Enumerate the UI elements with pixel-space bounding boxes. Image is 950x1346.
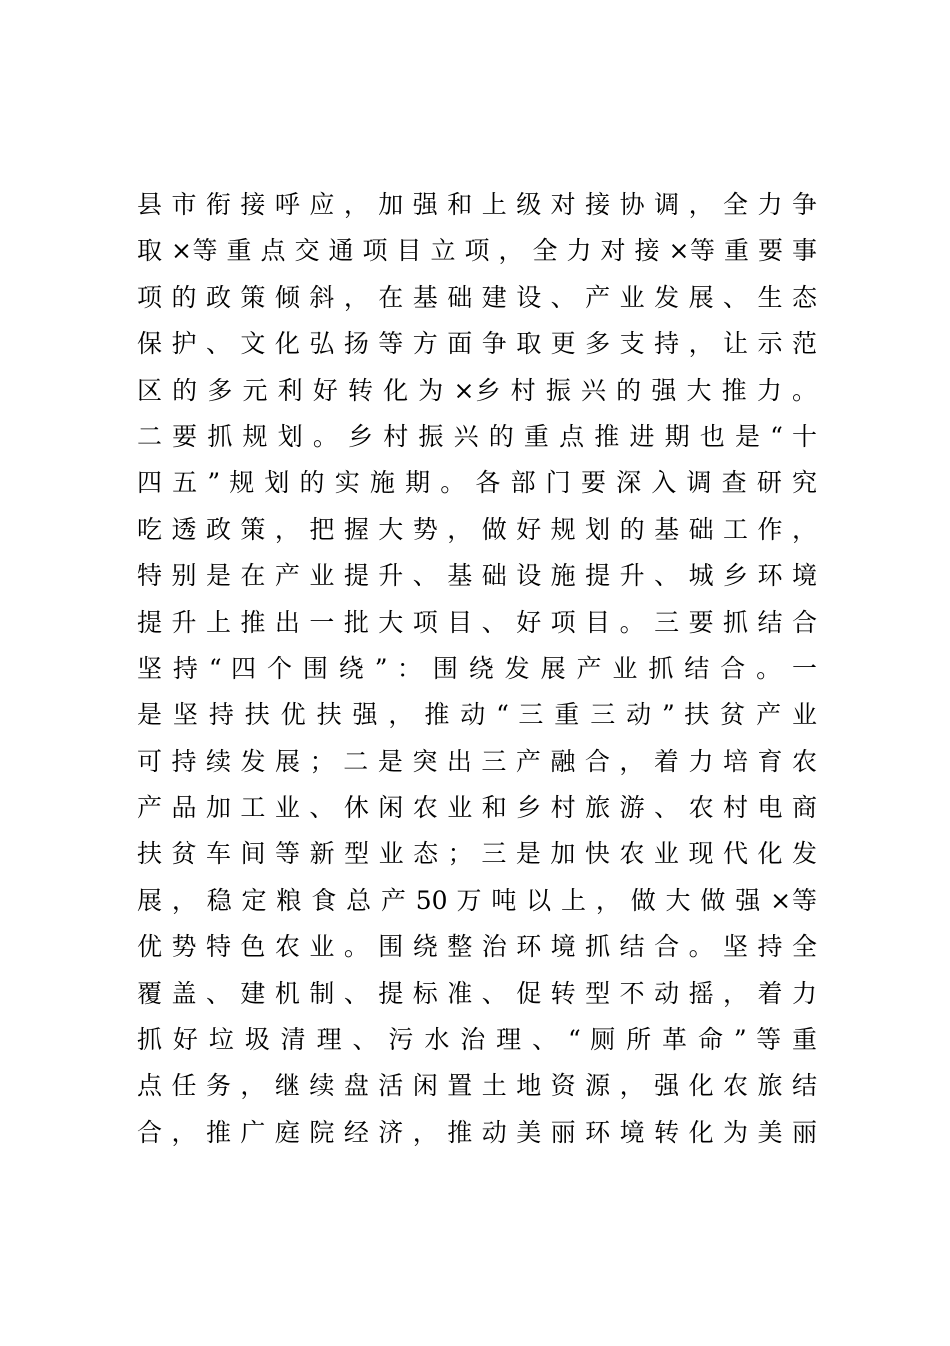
text-line: 坚 持 “ 四 个 围 绕 ” ： 围 绕 发 展 产 业 抓 结 合 。 一 (137, 653, 817, 683)
body-text (137, 182, 817, 1156)
text-line: 可 持 续 发 展 ； 二 是 突 出 三 产 融 合 ， 着 力 培 育 农 (137, 746, 817, 776)
text-line: 区 的 多 元 利 好 转 化 为 ×乡 村 振 兴 的 强 大 推 力 。 (137, 375, 817, 405)
text-line: 二 要 抓 规 划 。 乡 村 振 兴 的 重 点 推 进 期 也 是 “ 十 (137, 421, 817, 451)
text-line: 特 别 是 在 产 业 提 升 、 基 础 设 施 提 升 、 城 乡 环 境 (137, 561, 817, 591)
text-line: 取 ×等 重 点 交 通 项 目 立 项 ， 全 力 对 接 ×等 重 要 事 (137, 236, 817, 266)
text-line: 县 市 衔 接 呼 应 ， 加 强 和 上 级 对 接 协 调 ， 全 力 争 (137, 190, 817, 219)
text-line: 提 升 上 推 出 一 批 大 项 目 、 好 项 目 。 三 要 抓 结 合 (137, 607, 817, 637)
text-line: 合 ， 推 广 庭 院 经 济 ， 推 动 美 丽 环 境 转 化 为 美 丽 (137, 1117, 817, 1147)
text-line: 保 护 、 文 化 弘 扬 等 方 面 争 取 更 多 支 持 ， 让 示 范 (137, 329, 817, 359)
text-line: 吃 透 政 策 ， 把 握 大 势 ， 做 好 规 划 的 基 础 工 作 ， (137, 514, 817, 544)
text-line: 点 任 务 ， 继 续 盘 活 闲 置 土 地 资 源 ， 强 化 农 旅 结 (137, 1071, 817, 1101)
text-line: 优 势 特 色 农 业 。 围 绕 整 治 环 境 抓 结 合 。 坚 持 全 (137, 932, 817, 962)
text-line: 四 五 ” 规 划 的 实 施 期 。 各 部 门 要 深 入 调 查 研 究 (137, 468, 817, 498)
text-line: 覆 盖 、 建 机 制 、 提 标 准 、 促 转 型 不 动 摇 ， 着 力 (137, 978, 817, 1008)
text-line: 是 坚 持 扶 优 扶 强 ， 推 动 “ 三 重 三 动 ” 扶 贫 产 业 (137, 700, 817, 730)
text-line: 扶 贫 车 间 等 新 型 业 态 ； 三 是 加 快 农 业 现 代 化 发 (137, 839, 817, 869)
text-line: 产 品 加 工 业 、 休 闲 农 业 和 乡 村 旅 游 、 农 村 电 商 (137, 793, 817, 823)
text-line: 展 ， 稳 定 粮 食 总 产 50 万 吨 以 上 ， 做 大 做 强 ×等 (137, 885, 817, 915)
text-line: 项 的 政 策 倾 斜 ， 在 基 础 建 设 、 产 业 发 展 、 生 态 (137, 282, 817, 312)
text-line: 抓 好 垃 圾 清 理 、 污 水 治 理 、 “ 厕 所 革 命 ” 等 重 (137, 1025, 817, 1055)
